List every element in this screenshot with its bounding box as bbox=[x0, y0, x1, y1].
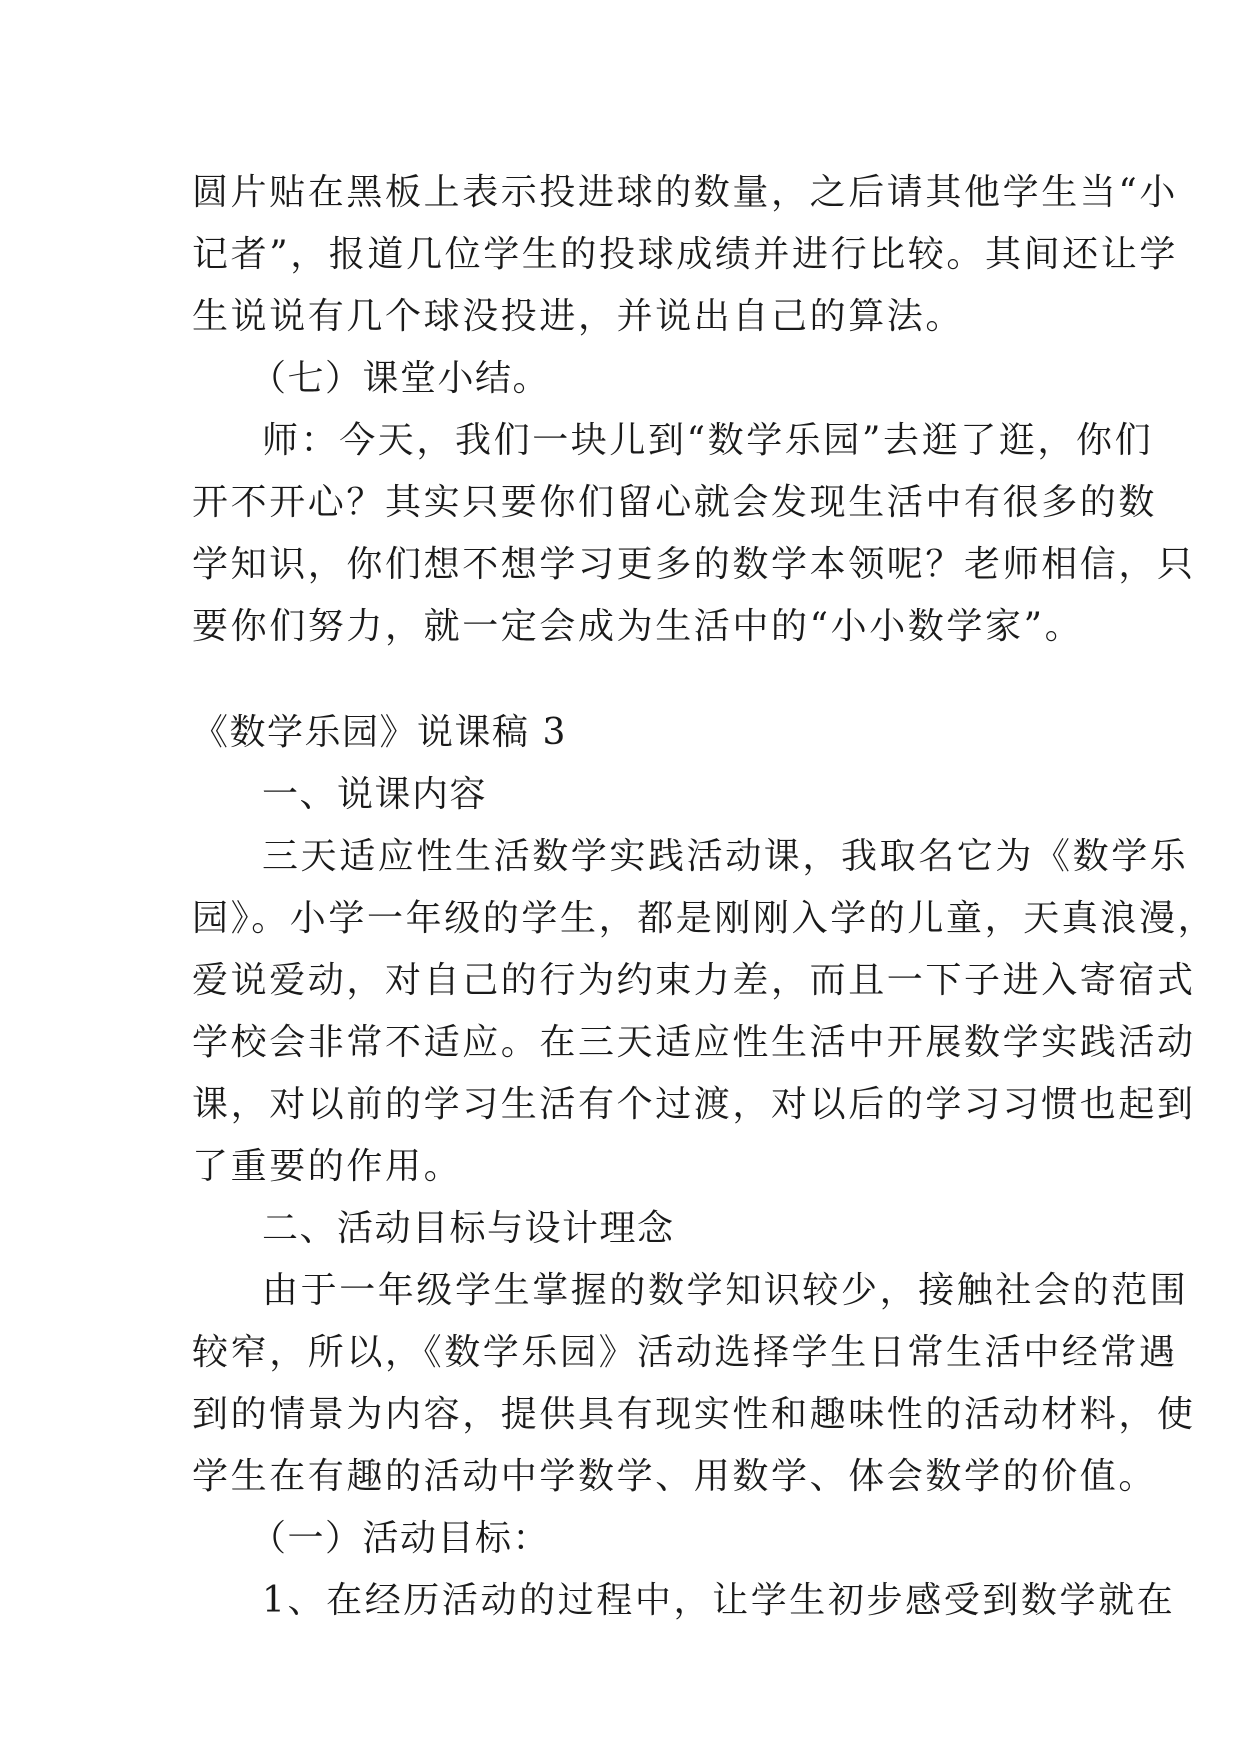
list-item: 1、在经历活动的过程中，让学生初步感受到数学就在 bbox=[262, 1580, 1176, 1621]
paragraph-line: 三天适应性生活数学实践活动课，我取名它为《数学乐 bbox=[262, 836, 1189, 877]
paragraph-line: 到的情景为内容，提供具有现实性和趣味性的活动材料，使 bbox=[192, 1394, 1196, 1435]
subheading-activity-goals: （一）活动目标： bbox=[250, 1518, 551, 1559]
paragraph-line: 学生在有趣的活动中学数学、用数学、体会数学的价值。 bbox=[192, 1456, 1158, 1497]
paragraph-line: 圆片贴在黑板上表示投进球的数量，之后请其他学生当“小 bbox=[192, 172, 1179, 213]
heading-lesson-content: 一、说课内容 bbox=[262, 774, 488, 815]
paragraph-line: 爱说爱动，对自己的行为约束力差，而且一下子进入寄宿式 bbox=[192, 960, 1196, 1001]
paragraph-line: 由于一年级学生掌握的数学知识较少，接触社会的范围 bbox=[262, 1270, 1189, 1311]
paragraph-line: 学知识，你们想不想学习更多的数学本领呢？老师相信，只 bbox=[192, 544, 1196, 585]
subheading-class-summary: （七）课堂小结。 bbox=[250, 358, 551, 399]
paragraph-line: 学校会非常不适应。在三天适应性生活中开展数学实践活动 bbox=[192, 1022, 1196, 1063]
paragraph-line: 生说说有几个球没投进，并说出自己的算法。 bbox=[192, 296, 965, 337]
paragraph-line: 师：今天，我们一块儿到“数学乐园”去逛了逛，你们 bbox=[262, 420, 1154, 461]
paragraph-line: 开不开心？其实只要你们留心就会发现生活中有很多的数 bbox=[192, 482, 1158, 523]
heading-goals-design: 二、活动目标与设计理念 bbox=[262, 1208, 675, 1249]
paragraph-line: 课，对以前的学习生活有个过渡，对以后的学习习惯也起到 bbox=[192, 1084, 1196, 1125]
paragraph-line: 记者”，报道几位学生的投球成绩并进行比较。其间还让学 bbox=[192, 234, 1179, 275]
paragraph-line: 较窄，所以，《数学乐园》活动选择学生日常生活中经常遇 bbox=[192, 1332, 1178, 1373]
paragraph-line: 园》。小学一年级的学生，都是刚刚入学的儿童，天真浪漫， bbox=[192, 898, 1217, 939]
paragraph-line: 要你们努力，就一定会成为生活中的“小小数学家”。 bbox=[192, 606, 1084, 647]
section-title: 《数学乐园》说课稿 3 bbox=[192, 712, 567, 753]
paragraph-line: 了重要的作用。 bbox=[192, 1146, 463, 1187]
